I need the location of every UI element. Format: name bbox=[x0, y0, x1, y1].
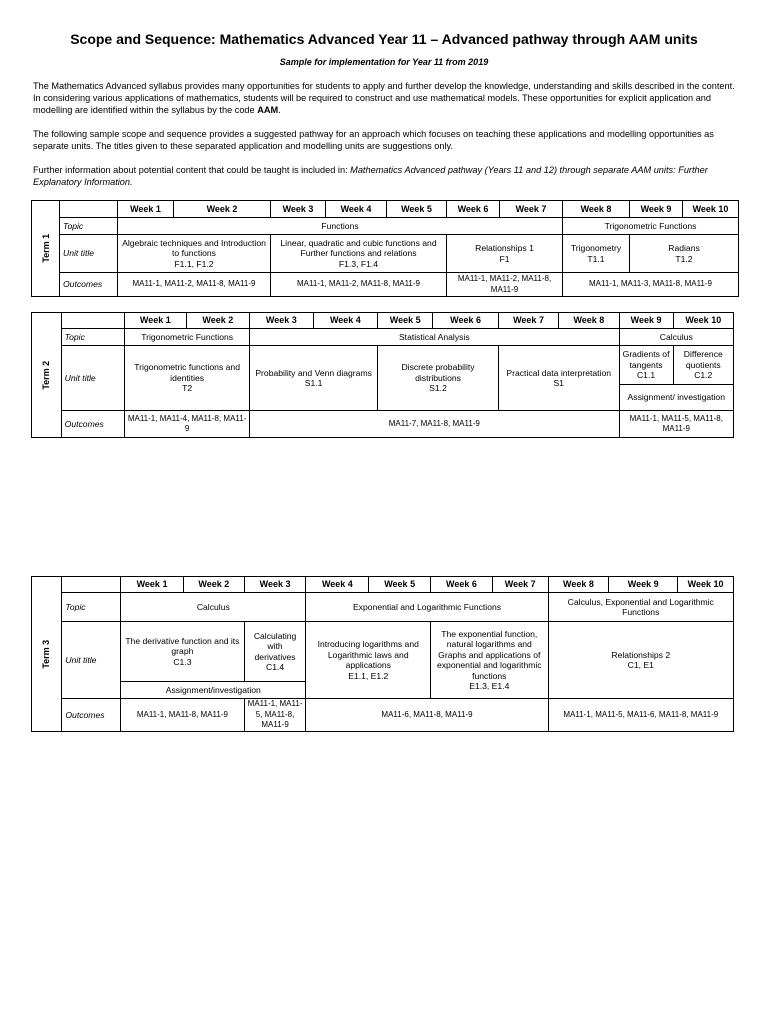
term-3-week-3: Week 3 bbox=[244, 577, 306, 593]
term-2-outcomes-3: MA11-1, MA11-5, MA11-8, MA11-9 bbox=[619, 411, 733, 438]
term-2-label: Term 2 bbox=[41, 360, 52, 390]
term-2-topic-label: Topic bbox=[61, 329, 125, 346]
unit-code: S1.2 bbox=[429, 383, 447, 394]
term-2-corner-cell bbox=[61, 313, 125, 329]
term-1-week-3: Week 3 bbox=[271, 201, 326, 218]
unit-title: Trigonometry bbox=[570, 243, 622, 253]
unit-title: The derivative function and its graph bbox=[125, 635, 240, 657]
unit-title: Discrete probability distributions bbox=[401, 362, 475, 383]
unit-code: F1.3, F1.4 bbox=[338, 258, 379, 269]
unit-code: C1.3 bbox=[173, 656, 192, 667]
term-3-topic-exp-log: Exponential and Logarithmic Functions bbox=[306, 593, 548, 622]
term-1-outcomes-row bbox=[32, 273, 739, 297]
term-1-side-label bbox=[32, 201, 60, 297]
term-2-week-5: Week 5 bbox=[378, 313, 433, 329]
term-3-unit-relationships-2 bbox=[548, 622, 733, 699]
unit-code: T1.1 bbox=[587, 253, 605, 264]
term-1-week-row bbox=[32, 201, 739, 218]
term-1-outcomes-3: MA11-1, MA11-2, MA11-8, MA11-9 bbox=[447, 273, 563, 297]
term-3-week-2: Week 2 bbox=[183, 577, 244, 593]
term-1-unit-algebraic bbox=[118, 235, 271, 273]
term-3-week-7: Week 7 bbox=[492, 577, 548, 593]
term-3-topic-calculus-exp-log: Calculus, Exponential and Logarithmic Functions bbox=[548, 593, 733, 622]
term-2-table bbox=[31, 312, 734, 438]
unit-code: C1.4 bbox=[266, 662, 285, 672]
intro-paragraph-1-text: The Mathematics Advanced syllabus provides many opportunities for students to apply and further develop the knowledge, understanding and skills described in the content. In considering various applications of mathematics, students will be required to construct and use mathematical models. These opportunities for explicit application and modelling are identified within the syllabus by the code bbox=[33, 81, 735, 115]
term-2-outcomes-1: MA11-1, MA11-4, MA11-8, MA11-9 bbox=[125, 411, 250, 438]
term-3-unit-title-label: Unit title bbox=[62, 622, 121, 699]
term-2-week-10: Week 10 bbox=[673, 313, 733, 329]
term-2-unit-row bbox=[32, 346, 734, 385]
term-1-topic-functions: Functions bbox=[118, 218, 563, 235]
term-1-outcomes-1: MA11-1, MA11-2, MA11-8, MA11-9 bbox=[118, 273, 271, 297]
term-1-week-1: Week 1 bbox=[118, 201, 174, 218]
intro-paragraph-2: The following sample scope and sequence provides a suggested pathway for an approach which focuses on teaching these applications and modelling opportunities as separate units. The titles given to these separated application and modelling units are suggestions only. bbox=[33, 129, 714, 151]
page-subtitle: Sample for implementation for Year 11 from 2019 bbox=[279, 57, 489, 67]
term-2-unit-probability bbox=[250, 346, 378, 411]
unit-code: S1 bbox=[553, 378, 564, 388]
term-1-topic-label: Topic bbox=[60, 218, 118, 235]
unit-title: Linear, quadratic and cubic functions and Further functions and relations bbox=[280, 237, 437, 259]
term-2-week-9: Week 9 bbox=[619, 313, 673, 329]
term-3-topic-label: Topic bbox=[62, 593, 121, 622]
term-1-outcomes-2: MA11-1, MA11-2, MA11-8, MA11-9 bbox=[271, 273, 447, 297]
term-2-week-3: Week 3 bbox=[250, 313, 314, 329]
term-3-week-5: Week 5 bbox=[369, 577, 431, 593]
intro-paragraph-1-end: . bbox=[278, 105, 281, 115]
term-2-topic-calculus: Calculus bbox=[619, 329, 733, 346]
page-title: Scope and Sequence: Mathematics Advanced Year 11 – Advanced pathway through AAM units bbox=[70, 31, 698, 47]
unit-title: Relationships 2 bbox=[611, 649, 671, 660]
term-2-week-8: Week 8 bbox=[559, 313, 619, 329]
unit-code: F1.1, F1.2 bbox=[174, 258, 214, 269]
unit-title: Relationships 1 bbox=[475, 243, 534, 253]
term-3-outcomes-label: Outcomes bbox=[62, 699, 121, 732]
term-2-week-4: Week 4 bbox=[313, 313, 378, 329]
unit-title: The exponential function, natural logarithms and Graphs and applications of exponential and logarithmic functions bbox=[436, 628, 542, 681]
term-1-topic-row bbox=[32, 218, 739, 235]
intro-paragraph-3 bbox=[33, 164, 739, 188]
term-1-outcomes-label: Outcomes bbox=[60, 273, 118, 297]
unit-title: Gradients of tangents bbox=[622, 349, 670, 370]
term-2-outcomes-2: MA11-7, MA11-8, MA11-9 bbox=[250, 411, 619, 438]
term-3-week-1: Week 1 bbox=[121, 577, 184, 593]
unit-title: Practical data interpretation bbox=[506, 367, 612, 378]
term-2-unit-trig-functions bbox=[125, 346, 250, 411]
unit-code: T1.2 bbox=[675, 253, 693, 264]
explanatory-info-reference: Mathematics Advanced pathway (Years 11 and 12) through separate AAM units: Further Explanatory Information. bbox=[33, 165, 708, 187]
term-2-unit-difference-quotients bbox=[673, 346, 733, 385]
term-3-unit-logarithms bbox=[306, 622, 431, 699]
term-2-week-1: Week 1 bbox=[125, 313, 186, 329]
term-2-unit-gradients bbox=[619, 346, 673, 385]
term-3-outcomes-row bbox=[32, 699, 734, 732]
unit-title: Radians bbox=[668, 243, 700, 253]
term-3-outcomes-1: MA11-1, MA11-8, MA11-9 bbox=[121, 699, 245, 732]
term-3-week-4: Week 4 bbox=[306, 577, 369, 593]
term-3-side-label bbox=[32, 577, 62, 732]
term-3-corner-cell bbox=[62, 577, 121, 593]
unit-code: S1.1 bbox=[304, 378, 323, 388]
term-1-week-8: Week 8 bbox=[563, 201, 630, 218]
term-3-unit-exponential bbox=[431, 622, 548, 699]
term-2-unit-practical-data bbox=[498, 346, 619, 411]
term-1-unit-title-label: Unit title bbox=[60, 235, 118, 273]
term-2-week-6: Week 6 bbox=[433, 313, 499, 329]
intro-paragraph-1 bbox=[33, 80, 739, 116]
term-2-side-label bbox=[32, 313, 62, 438]
term-3-topic-calculus: Calculus bbox=[121, 593, 306, 622]
term-2-assignment: Assignment/ investigation bbox=[619, 385, 733, 411]
term-1-unit-radians bbox=[630, 235, 739, 273]
unit-code: E1.1, E1.2 bbox=[348, 670, 389, 681]
term-3-outcomes-2: MA11-1, MA11-5, MA11-8, MA11-9 bbox=[244, 699, 306, 732]
unit-code: F1 bbox=[499, 253, 510, 264]
term-2-week-2: Week 2 bbox=[186, 313, 250, 329]
term-2-topic-row bbox=[32, 329, 734, 346]
term-3-topic-row bbox=[32, 593, 734, 622]
term-3-table bbox=[31, 576, 734, 732]
term-3-label: Term 3 bbox=[41, 639, 52, 669]
intro-paragraph-3-text: Further information about potential content that could be taught is included in: bbox=[33, 165, 351, 175]
term-3-week-6: Week 6 bbox=[431, 577, 493, 593]
term-3-week-9: Week 9 bbox=[609, 577, 678, 593]
term-1-unit-linear bbox=[271, 235, 447, 273]
term-1-week-4: Week 4 bbox=[326, 201, 387, 218]
term-3-unit-row bbox=[32, 622, 734, 682]
term-3-outcomes-4: MA11-1, MA11-5, MA11-6, MA11-8, MA11-9 bbox=[548, 699, 733, 732]
term-2-unit-discrete bbox=[378, 346, 499, 411]
term-2-week-7: Week 7 bbox=[498, 313, 558, 329]
term-2-outcomes-row bbox=[32, 411, 734, 438]
term-2-topic-trigonometric: Trigonometric Functions bbox=[125, 329, 250, 346]
unit-title: Introducing logarithms and Logarithmic laws and applications bbox=[317, 639, 419, 670]
term-3-outcomes-3: MA11-6, MA11-8, MA11-9 bbox=[306, 699, 548, 732]
term-3-week-10: Week 10 bbox=[678, 577, 734, 593]
term-1-table bbox=[31, 200, 739, 297]
unit-code: C1, E1 bbox=[627, 660, 654, 670]
term-1-week-6: Week 6 bbox=[447, 201, 500, 218]
term-1-label: Term 1 bbox=[41, 234, 52, 263]
term-3-unit-calculating-derivatives bbox=[244, 622, 306, 682]
term-2-outcomes-label: Outcomes bbox=[61, 411, 125, 438]
term-3-assignment: Assignment/investigation bbox=[121, 682, 306, 699]
term-1-corner-cell bbox=[60, 201, 118, 218]
unit-title: Trigonometric functions and identities bbox=[134, 362, 240, 383]
term-1-week-9: Week 9 bbox=[630, 201, 683, 218]
unit-code: T2 bbox=[182, 383, 193, 394]
unit-code: C1.2 bbox=[694, 370, 713, 381]
term-1-week-10: Week 10 bbox=[683, 201, 739, 218]
term-1-unit-row bbox=[32, 235, 739, 273]
term-2-week-row bbox=[32, 313, 734, 329]
unit-title: Difference quotients bbox=[683, 349, 723, 370]
unit-code: C1.1 bbox=[636, 370, 656, 381]
term-3-unit-derivative-function bbox=[121, 622, 245, 682]
term-2-unit-title-label: Unit title bbox=[61, 346, 125, 411]
term-2-topic-statistical: Statistical Analysis bbox=[250, 329, 619, 346]
unit-title: Algebraic techniques and Introduction to functions bbox=[122, 237, 266, 259]
term-1-unit-relationships-1 bbox=[447, 235, 563, 273]
term-3-week-row bbox=[32, 577, 734, 593]
term-3-week-8: Week 8 bbox=[548, 577, 609, 593]
term-1-week-5: Week 5 bbox=[387, 201, 447, 218]
unit-title: Probability and Venn diagrams bbox=[255, 367, 372, 378]
term-1-outcomes-4: MA11-1, MA11-3, MA11-8, MA11-9 bbox=[563, 273, 739, 297]
unit-title: Calculating with derivatives bbox=[253, 630, 297, 662]
aam-code: AAM bbox=[257, 105, 279, 115]
term-1-week-7: Week 7 bbox=[500, 201, 563, 218]
term-1-week-2: Week 2 bbox=[174, 201, 271, 218]
term-1-unit-trigonometry bbox=[563, 235, 630, 273]
unit-code: E1.3, E1.4 bbox=[469, 681, 510, 691]
term-1-topic-trigonometric: Trigonometric Functions bbox=[563, 218, 739, 235]
